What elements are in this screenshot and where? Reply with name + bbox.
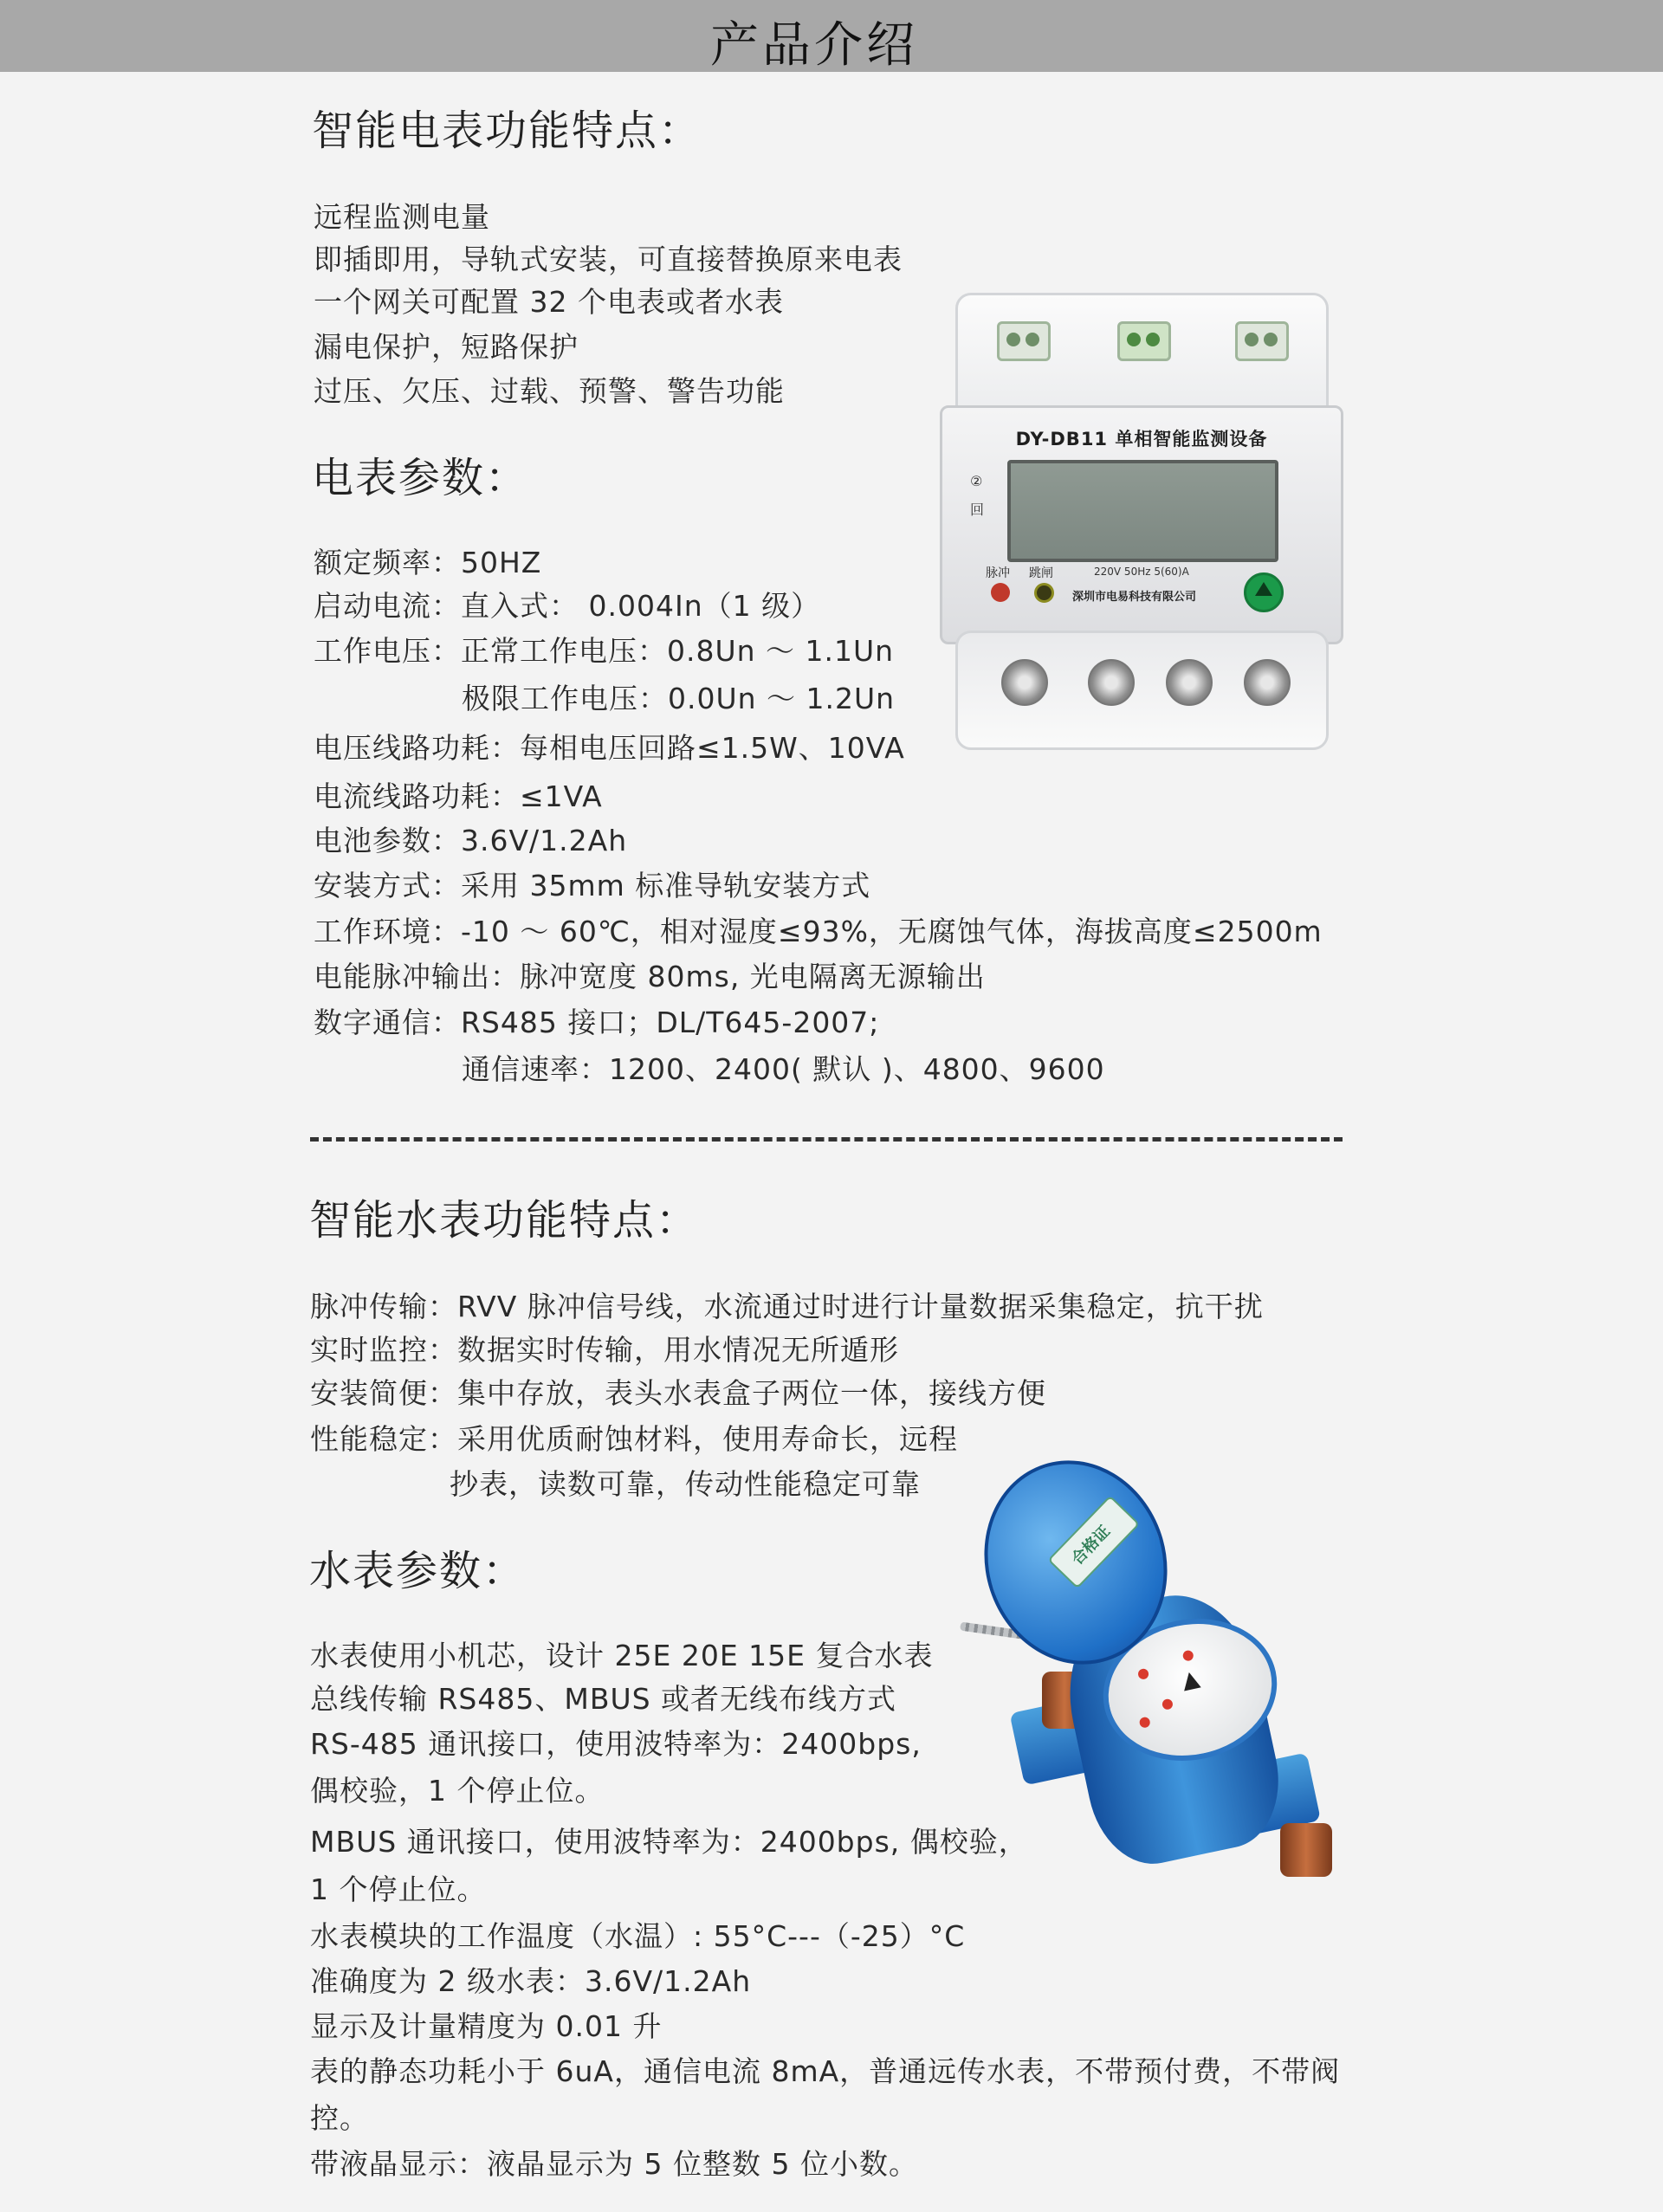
- electric-param-item: 电压线路功耗：每相电压回路≤1.5W、10VA: [314, 731, 905, 765]
- water-feature-item: 安装简便：集中存放，表头水表盒子两位一体，接线方便: [310, 1376, 1046, 1410]
- water-param-item: 表的静态功耗小于 6uA，通信电流 8mA，普通远传水表，不带预付费，不带阀: [310, 2054, 1341, 2088]
- electric-param-item: 数字通信：RS485 接口；DL/T645-2007;: [314, 1006, 880, 1039]
- electric-param-item: 工作环境：-10 ～ 60℃，相对湿度≤93%，无腐蚀气体，海拔高度≤2500m: [314, 915, 1323, 948]
- electric-param-item: 电能脉冲输出：脉冲宽度 80ms, 光电隔离无源输出: [314, 960, 986, 993]
- meter-side-mark: 回: [970, 501, 985, 518]
- water-param-item: 偶校验，1 个停止位。: [310, 1774, 605, 1808]
- electric-param-item: 启动电流：直入式： 0.004In（1 级）: [314, 589, 821, 623]
- meter-front-panel: [940, 405, 1343, 644]
- title-banner: [0, 0, 1663, 72]
- lid-certificate-label: [1047, 1495, 1140, 1588]
- water-param-item: 1 个停止位。: [310, 1872, 487, 1906]
- dial-needle-icon: [1139, 1717, 1151, 1729]
- meter-model-label: DY-DB11 单相智能监测设备: [1015, 429, 1268, 450]
- electric-param-item: 通信速率：1200、2400( 默认 )、4800、9600: [462, 1052, 1105, 1086]
- electric-param-item: 额定频率：50HZ: [314, 546, 542, 579]
- electric-param-item: 电流线路功耗：≤1VA: [314, 779, 603, 813]
- brass-fitting-icon: [1280, 1823, 1332, 1877]
- dial-pointer-icon: [1181, 1671, 1201, 1691]
- terminal-block: [997, 321, 1051, 361]
- water-param-item: MBUS 通讯接口，使用波特率为：2400bps, 偶校验，: [310, 1825, 1028, 1859]
- electric-feature-item: 漏电保护，短路保护: [314, 330, 579, 364]
- electric-param-item: 安装方式：采用 35mm 标准导轨安装方式: [314, 869, 871, 902]
- meter-bottom-cover: [955, 631, 1329, 750]
- water-param-item: 总线传输 RS485、MBUS 或者无线布线方式: [310, 1682, 897, 1716]
- water-params-heading: 水表参数：: [309, 1547, 527, 1595]
- electric-features-heading: 智能电表功能特点：: [312, 107, 702, 155]
- electric-param-item: 工作电压：正常工作电压：0.8Un ～ 1.1Un: [314, 634, 895, 668]
- water-param-item: 带液晶显示：液晶显示为 5 位整数 5 位小数。: [310, 2147, 918, 2181]
- dial-needle-icon: [1162, 1698, 1174, 1711]
- water-param-item: 水表使用小机芯，设计 25E 20E 15E 复合水表: [310, 1639, 934, 1672]
- screw-icon: [1166, 659, 1213, 706]
- section-divider: [310, 1137, 1343, 1142]
- pulse-label: 脉冲: [986, 566, 1010, 580]
- terminal-block: [1117, 321, 1171, 361]
- electric-param-item: 极限工作电压：0.0Un ～ 1.2Un: [462, 682, 896, 715]
- water-meter-image: [960, 1459, 1349, 1884]
- meter-maker: 深圳市电易科技有限公司: [1072, 591, 1197, 604]
- screw-icon: [1244, 659, 1291, 706]
- water-feature-item: 抄表，读数可靠，传动性能稳定可靠: [450, 1467, 921, 1501]
- dial-needle-icon: [1137, 1668, 1149, 1680]
- dial-needle-icon: [1182, 1649, 1194, 1661]
- water-param-item: 控。: [310, 2101, 369, 2135]
- trip-label: 跳闸: [1029, 566, 1053, 580]
- water-features-heading: 智能水表功能特点：: [309, 1196, 700, 1245]
- meter-side-mark: ②: [970, 473, 983, 489]
- water-param-item: 准确度为 2 级水表：3.6V/1.2Ah: [310, 1964, 752, 1998]
- water-param-item: RS-485 通讯接口，使用波特率为：2400bps,: [310, 1727, 922, 1761]
- water-feature-item: 实时监控：数据实时传输，用水情况无所遁形: [310, 1333, 899, 1367]
- trip-led-icon: [1034, 583, 1054, 603]
- water-param-item: 显示及计量精度为 0.01 升: [310, 2009, 663, 2043]
- lcd-screen: [1007, 460, 1278, 562]
- terminal-block: [1235, 321, 1289, 361]
- electric-feature-item: 一个网关可配置 32 个电表或者水表: [314, 285, 784, 319]
- screw-icon: [1001, 659, 1048, 706]
- water-feature-item: 脉冲传输：RVV 脉冲信号线，水流通过时进行计量数据采集稳定，抗干扰: [310, 1290, 1264, 1323]
- pulse-led-icon: [991, 583, 1010, 602]
- water-param-item: 水表模块的工作温度（水温）: 55°C---（-25）°C: [310, 1919, 966, 1953]
- electric-feature-item: 即插即用，导轨式安装，可直接替换原来电表: [314, 243, 903, 276]
- lid-label-text: 合格证: [1068, 1522, 1114, 1569]
- up-arrow-button-icon: [1244, 572, 1284, 612]
- page-title: 产品介绍: [710, 17, 918, 74]
- electric-feature-item: 过压、欠压、过载、预警、警告功能: [314, 374, 785, 408]
- screw-icon: [1088, 659, 1135, 706]
- meter-rating: 220V 50Hz 5(60)A: [1094, 566, 1189, 578]
- electric-params-heading: 电表参数：: [312, 454, 529, 502]
- water-feature-item: 性能稳定：采用优质耐蚀材料，使用寿命长，远程: [310, 1422, 958, 1456]
- electric-param-item: 电池参数：3.6V/1.2Ah: [314, 824, 628, 857]
- electric-feature-item: 远程监测电量: [314, 200, 490, 234]
- electric-meter-image: [940, 293, 1338, 747]
